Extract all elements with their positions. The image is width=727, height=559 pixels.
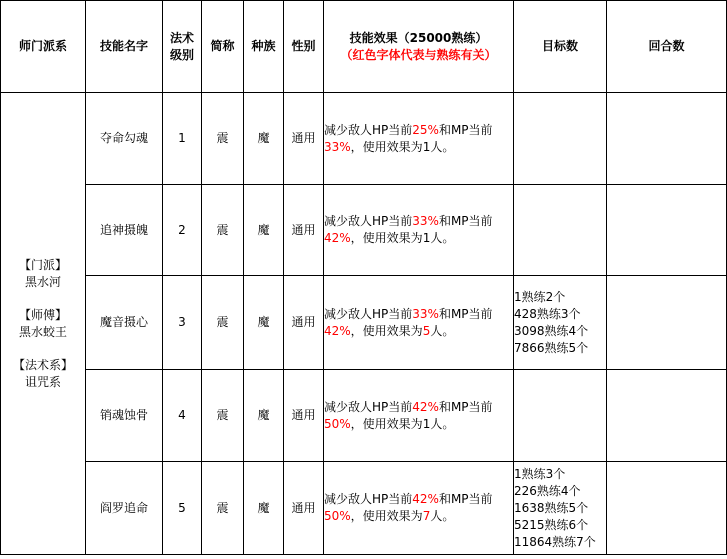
skill-targets	[514, 93, 607, 185]
target-line: 226熟练4个	[514, 483, 581, 498]
sect-label: 【门派】	[18, 257, 67, 272]
skill-effect: 减少敌人HP当前42%和MP当前 50%，使用效果为7人。	[324, 462, 514, 555]
skill-abbr: 震	[202, 276, 244, 370]
skill-gender: 通用	[284, 370, 324, 462]
skill-rounds	[607, 462, 727, 555]
skill-gender: 通用	[284, 462, 324, 555]
skill-rounds	[607, 93, 727, 185]
skill-targets	[514, 462, 607, 555]
table-row	[1, 370, 727, 462]
skill-abbr: 震	[202, 462, 244, 555]
header-race: 种族	[244, 1, 284, 93]
skill-gender: 通用	[284, 93, 324, 185]
header-targets: 目标数	[514, 1, 607, 93]
target-line: 1熟练2个	[514, 289, 566, 304]
skill-effect: 减少敌人HP当前33%和MP当前 42%，使用效果为5人。	[324, 276, 514, 370]
skill-rounds	[607, 370, 727, 462]
header-abbr: 简称	[202, 1, 244, 93]
header-row	[1, 1, 727, 93]
skill-name: 夺命勾魂	[86, 93, 163, 185]
target-line: 3098熟练4个	[514, 323, 589, 338]
target-line: 11864熟练7个	[514, 534, 596, 549]
system-value: 诅咒系	[24, 374, 61, 389]
header-effect-title: 技能效果（25000熟练）	[349, 30, 488, 45]
skill-level: 5	[163, 462, 202, 555]
target-line: 1熟练3个	[514, 466, 566, 481]
skill-level: 1	[163, 93, 202, 185]
header-level	[163, 1, 202, 93]
skill-effect: 减少敌人HP当前33%和MP当前 42%，使用效果为1人。	[324, 185, 514, 276]
header-effect	[324, 1, 514, 93]
skill-rounds	[607, 185, 727, 276]
header-rounds: 回合数	[607, 1, 727, 93]
target-line: 1638熟练5个	[514, 500, 589, 515]
target-line: 5215熟练6个	[514, 517, 589, 532]
skill-race: 魔	[244, 93, 284, 185]
master-value: 黑水蛟王	[18, 324, 67, 339]
skill-name: 追神摄魄	[86, 185, 163, 276]
skill-name: 销魂蚀骨	[86, 370, 163, 462]
skill-targets	[514, 370, 607, 462]
header-level-line2: 级别	[169, 47, 194, 62]
skill-gender: 通用	[284, 276, 324, 370]
header-level-line1: 法术	[169, 30, 194, 45]
sect-value: 黑水河	[24, 274, 61, 289]
skill-targets	[514, 276, 607, 370]
skill-abbr: 震	[202, 185, 244, 276]
skill-name: 魔音摄心	[86, 276, 163, 370]
skill-effect: 减少敌人HP当前25%和MP当前 33%，使用效果为1人。	[324, 93, 514, 185]
skill-race: 魔	[244, 370, 284, 462]
table-row	[1, 185, 727, 276]
table-row	[1, 276, 727, 370]
target-line: 428熟练3个	[514, 306, 581, 321]
skill-abbr: 震	[202, 93, 244, 185]
skill-level: 2	[163, 185, 202, 276]
system-label: 【法术系】	[12, 357, 73, 372]
target-line: 7866熟练5个	[514, 340, 589, 355]
skill-name: 阎罗追命	[86, 462, 163, 555]
skill-race: 魔	[244, 462, 284, 555]
school-cell	[1, 93, 86, 555]
header-skill-name: 技能名字	[86, 1, 163, 93]
skill-effect: 减少敌人HP当前42%和MP当前 50%，使用效果为1人。	[324, 370, 514, 462]
header-effect-note: （红色字体代表与熟练有关）	[340, 47, 497, 62]
table-row	[1, 462, 727, 555]
skill-level: 3	[163, 276, 202, 370]
table-row	[1, 93, 727, 185]
header-school: 师门派系	[1, 1, 86, 93]
header-gender: 性别	[284, 1, 324, 93]
skill-abbr: 震	[202, 370, 244, 462]
skill-race: 魔	[244, 276, 284, 370]
skill-rounds	[607, 276, 727, 370]
skill-level: 4	[163, 370, 202, 462]
skill-targets	[514, 185, 607, 276]
master-label: 【师傅】	[18, 307, 67, 322]
skill-gender: 通用	[284, 185, 324, 276]
skill-race: 魔	[244, 185, 284, 276]
